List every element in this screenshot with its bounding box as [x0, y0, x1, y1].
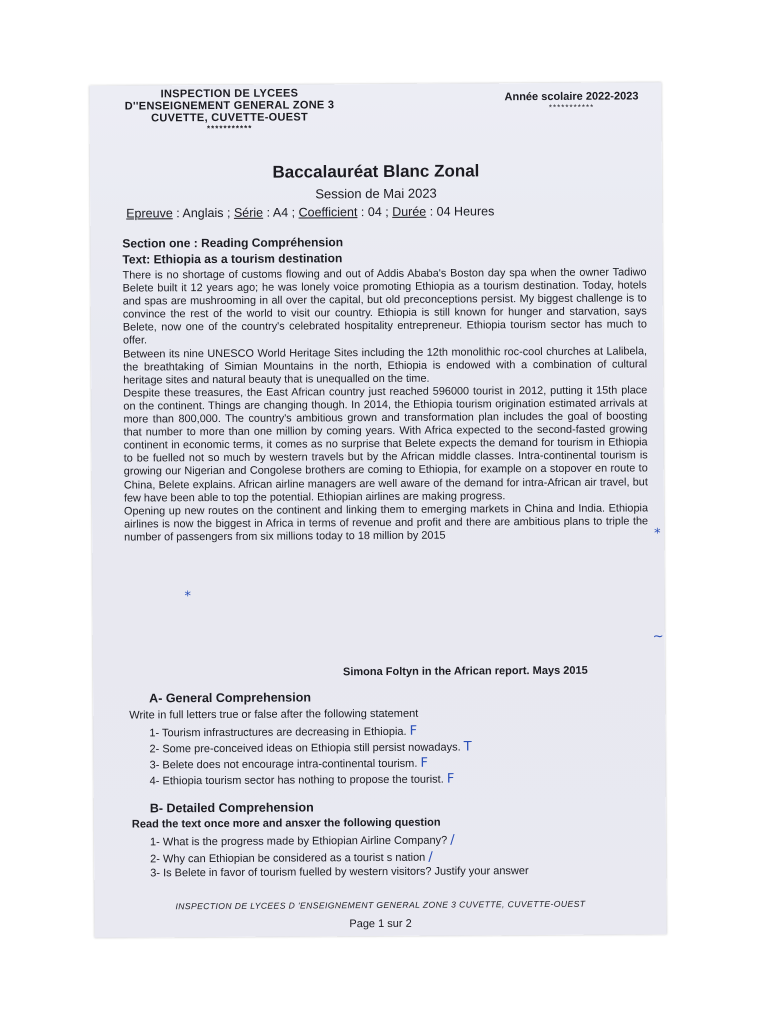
statement-text: 4- Ethiopia tourism sector has nothing to propose the tourist.: [149, 773, 444, 788]
section-one-heading: Section one : Reading Compréhension: [122, 235, 344, 251]
exam-session: Session de Mai 2023: [315, 185, 437, 202]
ink-tilde-mark: ~: [652, 629, 664, 645]
epreuve-value: : Anglais ;: [176, 205, 231, 221]
ink-star-mark: *: [654, 526, 661, 542]
general-item-3: [150, 756, 428, 773]
general-comprehension-heading: A- General Comprehension: [149, 690, 312, 706]
handwritten-answer: F: [446, 771, 455, 787]
ink-star-mark: *: [184, 589, 192, 605]
general-item-1: [149, 724, 417, 741]
statement-text: 3- Belete does not encourage intra-continental tourism.: [149, 757, 418, 772]
source-signature: Simona Foltyn in the African report. Mays 2015: [342, 664, 588, 679]
question-text: 2- Why can Ethiopian be considered as a tourist s nation: [150, 851, 426, 866]
detailed-item-2: [150, 850, 433, 867]
handwritten-tick: /: [428, 849, 433, 865]
duree-label: Durée: [392, 204, 427, 219]
header-stars: ***********: [207, 123, 253, 134]
handwritten-answer: F: [420, 755, 428, 771]
text-title: Text: Ethiopia as a tourism destination: [122, 251, 343, 267]
duree-value: : 04 Heures: [429, 204, 495, 219]
statement-text: 1- Tourism infrastructures are decreasing in Ethiopia.: [149, 725, 407, 740]
question-text: 1- What is the progress made by Ethiopian Airline Company?: [149, 834, 448, 849]
exam-info-line: [126, 204, 494, 220]
header-line-2: D''ENSEIGNEMENT GENERAL ZONE 3: [124, 99, 335, 113]
page-footer: INSPECTION DE LYCEES D 'ENSEIGNEMENT GENERAL ZONE 3 CUVETTE, CUVETTE-OUEST: [175, 898, 586, 912]
exam-title: Baccalauréat Blanc Zonal: [272, 161, 480, 182]
general-item-2: [149, 739, 471, 756]
paragraph-3: Despite these treasures, the East African country just reached 596000 tourist in 2012, putting it 15th place on the continent. Things are changing though. In 2014, the Ethiopia tourism origination estimated arrivals at more than 800,000. The country's ambitious grown and transformation plan includes the goal of boosting that number to more than one million by coming years. With Africa expected to the second-fasted growing continent in economic terms, it comes as no surprise that Belete expects the demand for tourism in Ethiopia to be fuelled not so much by western travels but by the African middle classes. Intra-continental tourism is growing our Nigerian and Congolese brothers are coming to Ethiopia, for example on a stopover en route to China, Belete explains. African airline managers are well aware of the demand for intra-African air travel, but few have been able to top the potential. Ethiopian airlines are making progress.: [123, 384, 648, 505]
serie-label: Série: [233, 205, 264, 220]
exam-sheet: [89, 82, 666, 937]
question-text: 3- Is Belete in favor of tourism fuelled by western visitors? Justify your answer: [150, 865, 529, 880]
coefficient-value: : 04 ;: [360, 204, 389, 220]
paragraph-1: There is no shortage of customs flowing and out of Addis Ababa's Boston day spa when the owner Tadiwo Belete built it 12 years ago; he was lonely voice promoting Ethiopia as a tourism destination. Today, hotels and spas are mushrooming in all over the capital, but old preconceptions persist. My biggest challenge is to convince the rest of the world to visit our country. Ethiopia is still known for hunger and starvation, says Belete, now one of the country's celebrated hospitality entrepreneur. Ethiopia tourism sector has much to offer.: [122, 266, 647, 348]
serie-value: : A4 ;: [266, 205, 296, 220]
handwritten-answer: F: [409, 723, 418, 739]
school-year: Année scolaire 2022-2023: [504, 90, 639, 104]
detailed-instruction: Read the text once more and ansxer the following question: [131, 816, 441, 831]
coefficient-label: Coefficient: [298, 205, 358, 220]
detailed-item-1: [150, 833, 455, 850]
reading-text: [123, 266, 649, 544]
paragraph-2: Between its nine UNESCO World Heritage Sites including the 12th monolithic roc-cool churches at Lalibela, the breathtaking of Simian Mountains in the north, Ethiopia is endowed with a combination of cultural heritage sites and natural beauty that is unequalled on the time.: [123, 344, 648, 387]
statement-text: 2- Some pre-conceived ideas on Ethiopia still persist nowadays.: [149, 741, 461, 756]
header-right-stars: ***********: [548, 102, 595, 112]
header-left: [99, 87, 359, 134]
handwritten-tick: /: [450, 832, 455, 848]
general-instruction: Write in full letters true or false after the following statement: [129, 707, 419, 722]
page-number: Page 1 sur 2: [349, 917, 412, 931]
detailed-comprehension-heading: B- Detailed Comprehension: [149, 800, 314, 816]
epreuve-label: Epreuve: [126, 206, 173, 221]
paragraph-4: Opening up new routes on the continent and linking them to emerging markets in China and India. Ethiopia airlines is now the biggest in Africa in terms of revenue and profit and there are ambitious plans to triple the number of passengers from six millions today to 18 million by 2015: [123, 502, 649, 544]
header-line-3: CUVETTE, CUVETTE-OUEST: [151, 111, 309, 125]
header-line-1: INSPECTION DE LYCEES: [160, 87, 299, 101]
general-item-4: [150, 772, 455, 789]
handwritten-answer: T: [463, 739, 472, 755]
header-right: [481, 90, 661, 112]
detailed-item-3: [150, 865, 529, 879]
